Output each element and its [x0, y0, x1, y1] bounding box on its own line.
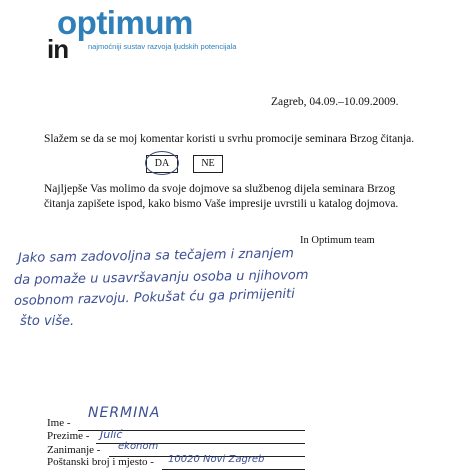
postanski-line [162, 469, 305, 470]
logo-tagline: najmoćniji sustav razvoja ljudskih potencijala [88, 42, 237, 51]
handwritten-line-1: Jako sam zadovoljna sa tečajem i znanjem [17, 246, 295, 266]
ime-label: Ime - [47, 417, 71, 429]
selected-option-circle [145, 151, 179, 175]
zanimanje-label: Zanimanje - [47, 444, 101, 456]
prezime-value[interactable]: Julić [100, 428, 123, 441]
option-yes-box[interactable]: DA [146, 155, 178, 173]
handwritten-line-2: da pomaže u usavršavanju osoba u njihovom [13, 267, 309, 288]
logo-prefix: in [47, 34, 69, 64]
zanimanje-value[interactable]: ekonom [118, 441, 159, 452]
handwritten-line-4: što više. [20, 314, 75, 329]
instructions-paragraph: Najljepše Vas molimo da svoje dojmove sa službenog dijela seminara Brzog čitanja zapišete ispod, kako bismo Vaše impresije uvrstili u katalog dojmova. [44, 183, 399, 210]
consent-question: Slažem se da se moj komentar koristi u svrhu promocije seminara Brzog čitanja. [44, 133, 415, 145]
signature-team: In Optimum team [300, 235, 375, 246]
option-no-box[interactable]: NE [193, 155, 223, 173]
handwritten-line-3: osobnom razvoju. Pokušat ću ga primijeniti [13, 286, 295, 309]
logo-brand: optimum [57, 4, 193, 41]
date-line: Zagreb, 04.09.–10.09.2009. [271, 96, 399, 108]
prezime-label: Prezime - [47, 430, 90, 442]
postanski-value[interactable]: 10020 Novi Zagreb [168, 454, 265, 465]
ime-value[interactable]: NERMINA [88, 405, 161, 421]
postanski-label: Poštanski broj i mjesto - [47, 456, 154, 468]
